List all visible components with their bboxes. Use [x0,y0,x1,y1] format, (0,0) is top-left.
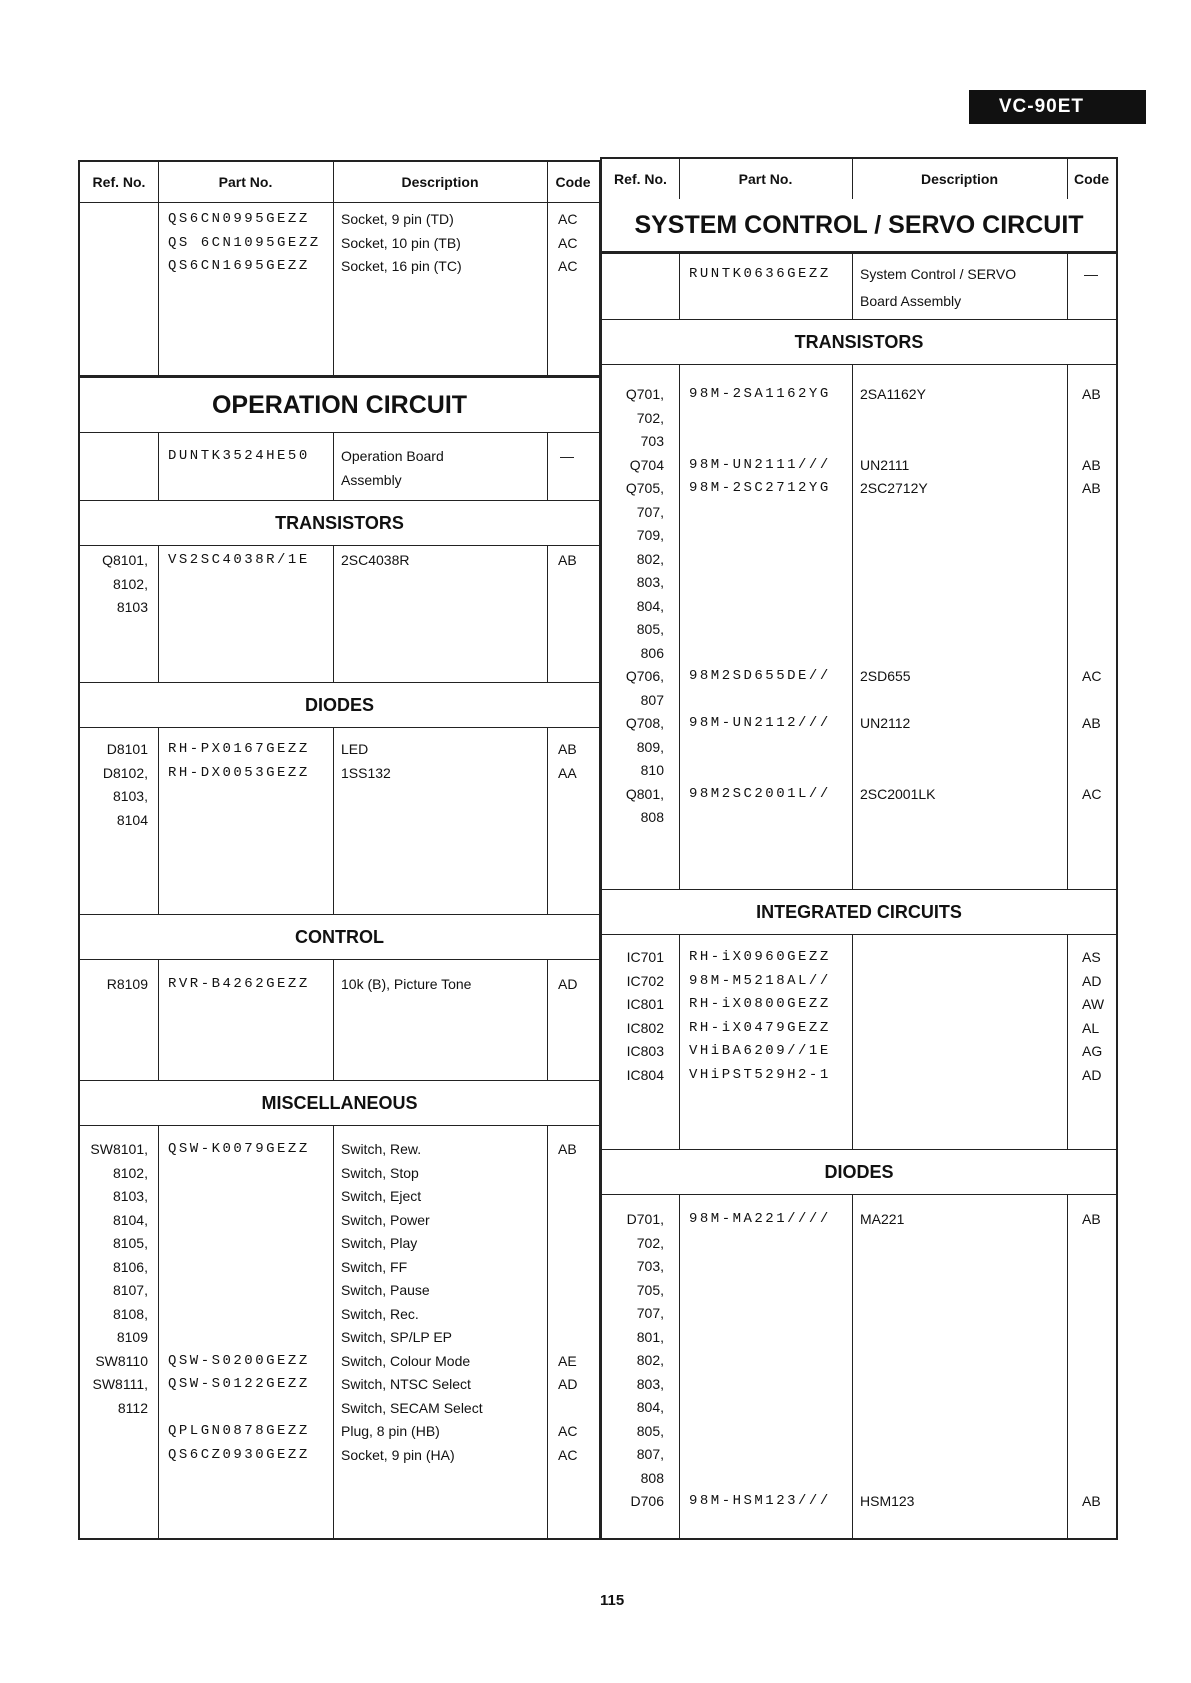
misc-title: MISCELLANEOUS [80,1080,599,1126]
control-part: RVR-B4262GEZZ [168,976,310,992]
misc-code: AB AE AD AC AC [558,1141,578,1463]
diodes-code: AB AB [1082,1211,1101,1509]
diodes-part: 98M-MA221//// 98M-HSM123/// [689,1211,831,1509]
diodes-desc: MA221 HSM123 [860,1211,915,1509]
ics-ref: IC701 IC702 IC801 IC802 IC803 IC804 [626,949,664,1083]
control-ref: R8109 [106,976,148,992]
transistors-ref: Q8101, 8102, 8103 [102,552,148,615]
diodes-part: RH-PX0167GEZZ RH-DX0053GEZZ [168,741,310,781]
operation-code: — [560,448,574,464]
control-title: CONTROL [80,914,599,960]
transistors-desc: 2SC4038R [341,552,410,568]
system-code: — [1084,266,1098,282]
page-number: 115 [600,1592,625,1609]
control-code: AD [558,976,578,992]
transistors-title: TRANSISTORS [602,319,1116,365]
ics-part: RH-iX0960GEZZ 98M-M5218AL// RH-iX0800GEZZ RH-iX0479GEZZ VHiBA6209//1E VHiPST529H2-1 [689,949,831,1083]
header-desc: Description [920,171,998,187]
system-desc: System Control / SERVO Board Assembly [860,266,1017,309]
control-desc: 10k (B), Picture Tone [341,976,472,992]
transistors-code: AB [558,552,577,568]
diodes-title: DIODES [80,682,599,728]
diodes-desc: LED 1SS132 [341,741,391,781]
system-part: RUNTK0636GEZZ [689,266,831,282]
top-codes: AC AC AC [558,211,578,274]
transistors-part: 98M-2SA1162YG 98M-UN2111/// 98M-2SC2712YG 98M2SD655DE// 98M-UN2112/// 98M2SC2001L// [689,386,831,802]
operation-part: DUNTK3524HE50 [168,448,310,464]
top-descriptions: Socket, 9 pin (TD) Socket, 10 pin (TB) Socket, 16 pin (TC) [341,211,462,274]
diodes-ref: D701, 702, 703, 705, 707, 801, 802, 803, 804, 805, 807, 808 D706 [626,1211,664,1509]
operation-circuit-title: OPERATION CIRCUIT [80,375,599,433]
diodes-ref: D8101 D8102, 8103, 8104 [102,741,148,828]
header-part: Part No. [218,174,273,190]
misc-part: QSW-K0079GEZZ QSW-S0200GEZZ QSW-S0122GEZZ QPLGN0878GEZZ QS6CZ0930GEZZ [168,1141,310,1463]
diodes-title: DIODES [602,1149,1116,1195]
header-desc: Description [401,174,479,190]
misc-desc: Switch, Rew. Switch, Stop Switch, Eject Switch, Power Switch, Play Switch, FF Switch, Pause Switch, Rec. Switch, SP/LP EP Switch, Colour Mode Switch, NTSC Select Switch, SECAM Select Plug, 8 pin (HB) Socket, 9 pin (HA) [341,1141,483,1463]
transistors-part: VS2SC4038R/1E [168,552,310,568]
transistors-desc: 2SA1162Y UN2111 2SC2712Y 2SD655 UN2112 2SC2001LK [860,386,936,802]
ics-code: AS AD AW AL AG AD [1082,949,1105,1083]
header-ref: Ref. No. [614,171,667,187]
transistors-title: TRANSISTORS [80,500,599,546]
top-part-numbers: QS6CN0995GEZZ QS 6CN1095GEZZ QS6CN1695GEZZ [168,211,321,274]
header-ref: Ref. No. [92,174,146,190]
header-part: Part No. [738,171,793,187]
misc-ref: SW8101, 8102, 8103, 8104, 8105, 8106, 8107, 8108, 8109 SW8110 SW8111, 8112 [90,1141,148,1416]
header-code: Code [1074,171,1109,187]
operation-desc: Operation Board Assembly [341,448,444,488]
transistors-code: AB AB AB AC AB AC [1082,386,1102,802]
right-parts-table [600,157,1118,1540]
header-code: Code [555,174,591,190]
left-parts-table [78,160,601,1540]
system-control-title: SYSTEM CONTROL / SERVO CIRCUIT [602,199,1116,254]
model-label: VC-90ET [969,90,1146,124]
transistors-ref: Q701, 702, 703 Q704 Q705, 707, 709, 802, 803, 804, 805, 806 Q706, 807 Q708, 809, 810 Q801, 808 [625,386,664,825]
diodes-code: AB AA [558,741,577,781]
ics-title: INTEGRATED CIRCUITS [602,889,1116,935]
